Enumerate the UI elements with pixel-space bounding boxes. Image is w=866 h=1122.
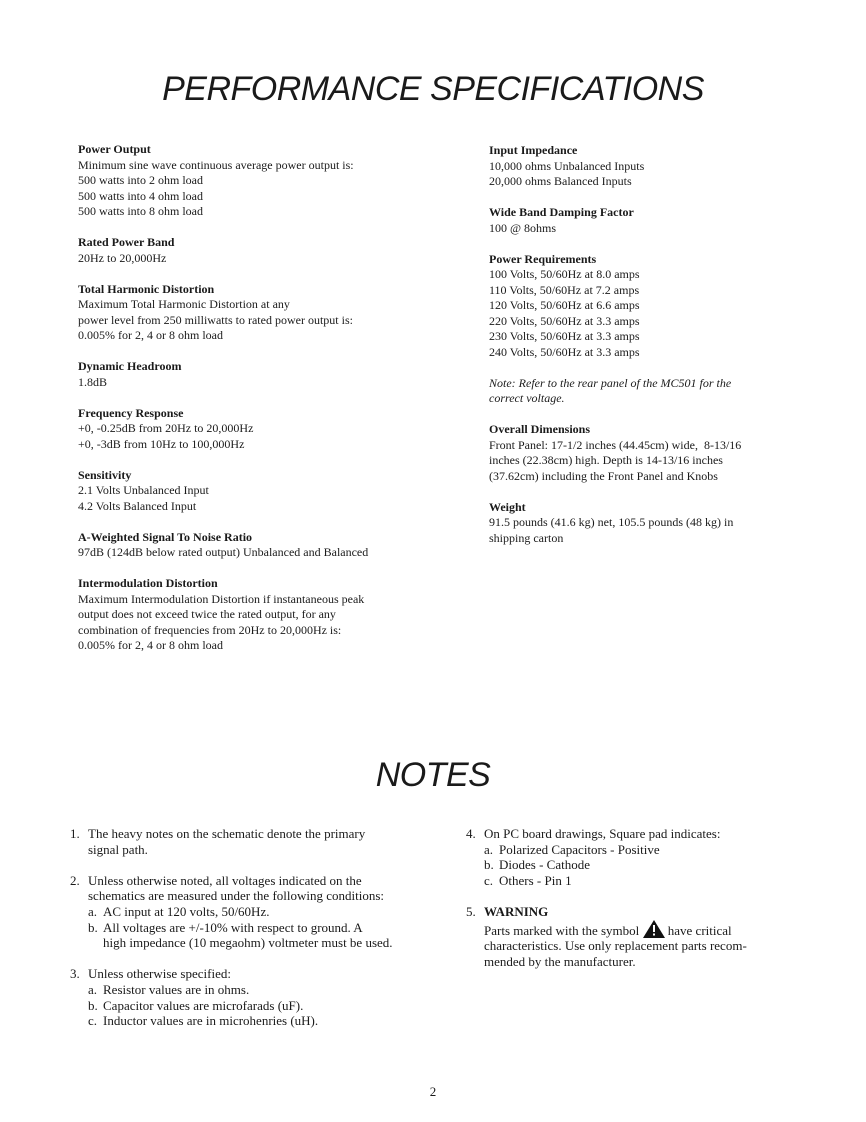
note-text: characteristics. Use only replacement parts recom-: [484, 938, 747, 954]
spec-value: 110 Volts, 50/60Hz at 7.2 amps: [489, 282, 640, 297]
note-subitem: [70, 904, 430, 920]
spec-heading: Wide Band Damping Factor: [489, 205, 634, 219]
note-text: schematics are measured under the following conditions:: [88, 888, 385, 904]
page-title: PERFORMANCE SPECIFICATIONS: [162, 70, 704, 108]
subitem-letter: a.: [88, 903, 98, 919]
subitem-letter: b.: [88, 919, 98, 935]
spec-block: [78, 142, 418, 220]
spec-note-line: correct voltage.: [489, 391, 565, 405]
spec-value: 91.5 pounds (41.6 kg) net, 105.5 pounds (48 kg) in: [489, 515, 734, 529]
spec-value: (37.62cm) including the Front Panel and Knobs: [489, 468, 718, 483]
spec-value: 500 watts into 2 ohm load: [78, 173, 203, 187]
spec-value: 240 Volts, 50/60Hz at 3.3 amps: [489, 344, 640, 359]
spec-block: [78, 282, 418, 344]
spec-block: [78, 406, 418, 453]
spec-heading: Intermodulation Distortion: [78, 576, 218, 590]
note-text: [466, 920, 786, 939]
spec-value: Maximum Total Harmonic Distortion at any: [78, 297, 290, 311]
note-number: 5.: [466, 903, 476, 919]
subitem-text: AC input at 120 volts, 50/60Hz.: [103, 903, 270, 919]
spec-note: [489, 376, 779, 407]
spec-heading: Input Impedance: [489, 143, 578, 157]
spec-block: [489, 252, 779, 361]
spec-value: 120 Volts, 50/60Hz at 6.6 amps: [489, 298, 640, 312]
spec-value: Front Panel: 17-1/2 inches (44.45cm) wide, 8-13/16: [489, 437, 742, 452]
spec-value: inches (22.38cm) high. Depth is 14-13/16 inches: [489, 453, 723, 467]
spec-value: power level from 250 milliwatts to rated power output is:: [78, 312, 353, 327]
note-number: 2.: [70, 872, 80, 888]
subitem-letter: c.: [88, 1013, 98, 1029]
subitem-text: Diodes - Cathode: [499, 857, 590, 873]
spec-value: 20Hz to 20,000Hz: [78, 250, 167, 265]
note-text: On PC board drawings, Square pad indicates:: [484, 826, 721, 841]
spec-heading: Power Requirements: [489, 251, 597, 266]
warning-text: Parts marked with the symbol: [484, 922, 640, 938]
spec-block: [78, 468, 418, 515]
spec-heading: Power Output: [78, 142, 151, 156]
spec-value: 100 @ 8ohms: [489, 220, 557, 235]
spec-heading: Sensitivity: [78, 467, 132, 482]
spec-heading: Weight: [489, 499, 526, 514]
note-text: mended by the manufacturer.: [484, 953, 636, 969]
subitem-letter: b.: [88, 997, 98, 1013]
spec-value: 100 Volts, 50/60Hz at 8.0 amps: [489, 267, 640, 281]
subitem-text: Inductor values are in microhenries (uH).: [103, 1013, 319, 1029]
spec-value: 2.1 Volts Unbalanced Input: [78, 483, 209, 497]
note-subitem: [466, 842, 786, 858]
spec-heading: Dynamic Headroom: [78, 359, 182, 373]
note-number: 3.: [70, 966, 80, 982]
note-subitem: [466, 873, 786, 889]
note-subitem: [466, 857, 786, 873]
subitem-text: All voltages are +/-10% with respect to ground. A: [103, 919, 363, 935]
spec-value: 230 Volts, 50/60Hz at 3.3 amps: [489, 329, 640, 343]
spec-value: 4.2 Volts Balanced Input: [78, 498, 197, 513]
note-5: [466, 904, 786, 969]
spec-note-line: Note: Refer to the rear panel of the MC501 for the: [489, 375, 732, 390]
spec-heading: Total Harmonic Distortion: [78, 281, 215, 296]
spec-value: Maximum Intermodulation Distortion if instantaneous peak: [78, 591, 365, 606]
spec-block: [78, 530, 418, 561]
subitem-text: high impedance (10 megaohm) voltmeter must be used.: [103, 935, 393, 951]
spec-block: [78, 235, 418, 266]
specs-right-column: [489, 143, 779, 562]
note-number: 1.: [70, 826, 80, 841]
warning-heading: WARNING: [484, 903, 549, 919]
spec-heading: Rated Power Band: [78, 235, 175, 249]
spec-value: combination of frequencies from 20Hz to 20,000Hz is:: [78, 622, 342, 637]
spec-block: [489, 143, 779, 190]
subitem-letter: c.: [484, 872, 494, 888]
spec-value: 500 watts into 4 ohm load: [78, 188, 203, 203]
spec-heading: Frequency Response: [78, 405, 184, 420]
note-text: Unless otherwise noted, all voltages indicated on the: [88, 872, 362, 888]
spec-value: 97dB (124dB below rated output) Unbalanced and Balanced: [78, 545, 369, 559]
spec-value: output does not exceed twice the rated output, for any: [78, 607, 336, 621]
spec-value: Minimum sine wave continuous average power output is:: [78, 157, 354, 172]
note-text: Unless otherwise specified:: [88, 966, 231, 982]
spec-value: 220 Volts, 50/60Hz at 3.3 amps: [489, 313, 640, 328]
spec-heading: A-Weighted Signal To Noise Ratio: [78, 529, 253, 544]
warning-triangle-icon: [643, 920, 665, 938]
notes-left-column: [70, 826, 430, 1044]
page-number: 2: [429, 1084, 437, 1099]
subitem-text: Others - Pin 1: [499, 872, 572, 888]
spec-block: [78, 359, 418, 390]
note-3: [70, 966, 430, 1028]
note-text: The heavy notes on the schematic denote the primary: [88, 826, 366, 841]
subitem-letter: b.: [484, 857, 494, 873]
note-text: signal path.: [88, 841, 148, 857]
note-subitem: [70, 1013, 430, 1029]
subitem-text: Polarized Capacitors - Positive: [499, 841, 660, 857]
warning-text: have critical: [664, 922, 732, 938]
spec-block: [489, 500, 779, 547]
subitem-letter: a.: [88, 981, 98, 997]
spec-value: 1.8dB: [78, 374, 108, 389]
note-subitem: [70, 920, 430, 936]
note-4: [466, 826, 786, 888]
spec-block: [489, 422, 779, 484]
spec-heading: Overall Dimensions: [489, 422, 590, 436]
note-2: [70, 873, 430, 951]
note-1: [70, 826, 430, 857]
note-subitem: [70, 982, 430, 998]
spec-block: [78, 576, 418, 654]
spec-value: 500 watts into 8 ohm load: [78, 204, 203, 218]
notes-title: NOTES: [375, 756, 491, 794]
spec-value: +0, -0.25dB from 20Hz to 20,000Hz: [78, 421, 254, 435]
spec-value: 0.005% for 2, 4 or 8 ohm load: [78, 638, 223, 652]
spec-value: shipping carton: [489, 530, 564, 545]
subitem-text: Resistor values are in ohms.: [103, 981, 250, 997]
note-subitem: [70, 998, 430, 1014]
spec-value: 0.005% for 2, 4 or 8 ohm load: [78, 328, 223, 342]
spec-value: +0, -3dB from 10Hz to 100,000Hz: [78, 436, 245, 451]
note-number: 4.: [466, 826, 476, 841]
specs-left-column: [78, 142, 418, 669]
subitem-letter: a.: [484, 841, 494, 857]
spec-value: 10,000 ohms Unbalanced Inputs: [489, 158, 645, 173]
notes-right-column: [466, 826, 786, 985]
spec-block: [489, 205, 779, 236]
subitem-text: Capacitor values are microfarads (uF).: [103, 997, 304, 1013]
spec-value: 20,000 ohms Balanced Inputs: [489, 174, 632, 188]
